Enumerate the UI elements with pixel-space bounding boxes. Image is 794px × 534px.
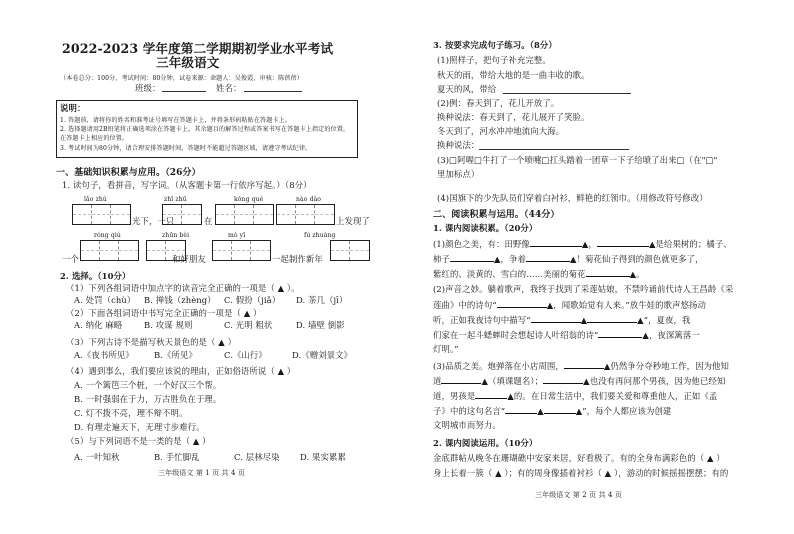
pinyin-5: róng qiú <box>94 232 121 239</box>
page-footer-2: 三年级语文 第 2 页 共 4 页 <box>535 491 622 499</box>
q3-item-3: (3)□阿喔□牛打了一个喷嚏□扛头踏着一团草一下子给喷了出来□（在"□" <box>437 155 718 165</box>
choice-2: （2）下面各组词语中书写完全正确的一项是（ ▲ ） <box>66 308 262 318</box>
r3-line-4: 子》中的这句名言“ ▲ ▲”，每个人都应该为创建 <box>433 406 672 416</box>
choice-3-c[interactable]: C.《山行》 <box>224 350 267 360</box>
char-grid-1[interactable] <box>72 204 131 225</box>
r1-line-1: (1)颜色之美，有：田野像 ▲， ▲是给果树的；橘子、 <box>433 239 732 249</box>
instruction-1: 1. 答题前，请将你的姓名和准考证号填写在答题卡上，并将条形码粘贴在答题卡上。 <box>60 117 292 124</box>
choice-2-d[interactable]: D. 墙壁 倒影 <box>296 320 345 330</box>
q3-item-3-cont: 里加标点） <box>437 169 480 179</box>
r3-line-2: 道 ▲（填课题名）； ▲也没有再问那个男孩，因为他已经知 <box>433 376 726 386</box>
q3-example: 秋天的雨，带给大地的是一曲丰收的歌。 <box>437 70 590 80</box>
pinyin-6: zhūn bèi <box>162 232 190 239</box>
pinyin-2: zhī zhū <box>164 196 187 203</box>
choice-2-c[interactable]: C. 光明 粗状 <box>224 320 273 330</box>
class-field[interactable] <box>162 91 206 92</box>
pinyin-3: kǒng qué <box>234 196 264 203</box>
r2-line-5: 灯明。” <box>433 344 459 354</box>
exam-page-2 <box>397 0 794 534</box>
choice-1: （1）下列各组词语中加点字的读音完全正确的一项是（ ▲ ）。 <box>66 283 300 293</box>
page-footer-1: 三年级语文 第 1 页 共 4 页 <box>158 469 245 477</box>
exam-meta: （本卷总分：100分，考试时间：80分钟，试卷来源：命题人：吴俊霞，审核：陈蓓蓓） <box>60 75 303 82</box>
choice-4-a[interactable]: A. 一个篱笆三个桩，一个好汉三个帮。 <box>74 380 222 390</box>
q3-winter: 冬天到了，河水冲冲地流向大海。 <box>437 126 565 136</box>
passage-line-2: 身上长着一簇（ ▲ ）；有的周身像插着衬衫（ ▲ ），游动的时候摇摇摆摆；有的 <box>433 468 729 478</box>
choice-4-d[interactable]: D. 有理走遍天下，无理寸步难行。 <box>74 422 205 432</box>
row2-text-1: 和好朋友 <box>172 254 206 264</box>
choice-5-b[interactable]: B. 手忙脚乱 <box>154 452 200 462</box>
instructions-box <box>56 100 358 158</box>
exam-title: 2022-2023 学年度第二学期期初学业水平考试 <box>62 41 334 56</box>
section-2-heading: 二、阅读积累与运用。（44分） <box>433 210 560 220</box>
choice-4-c[interactable]: C. 灯不拨不亮，理不辩不明。 <box>74 408 188 418</box>
choice-4-b[interactable]: B. 一时强弱在于力，万古胜负在于理。 <box>74 394 222 404</box>
r1-line-3: 紫红的、淡黄的、雪白的……美丽的菊花 ▲。 <box>433 269 645 279</box>
instructions-title: 说明： <box>60 103 86 113</box>
choice-5-a[interactable]: A. 一叶知秋 <box>74 452 120 462</box>
choice-5-c[interactable]: C. 层林尽染 <box>234 452 280 462</box>
class-label: 班级： <box>135 83 161 93</box>
r2-line-4: 们家在一起斗蟋蟀时会想起诗人叶绍翁的诗“ ▲，夜深篱落一 <box>433 330 700 340</box>
q3-prompt: 3. 按要求完成句子练习。（8分） <box>433 40 557 50</box>
choice-2-a[interactable]: A. 纳化 麻略 <box>74 320 123 330</box>
r1-line-2: 柿子 ▲，争着 ▲！菊花仙子得到的颜色就更多了， <box>433 254 704 264</box>
q3-item-4: (4)国旗下的少先队员们穿着白衬衫，鲜艳的红领巾。（用修改符号修改） <box>437 193 708 203</box>
choice-1-d[interactable]: D. 茶几（jī） <box>296 295 348 305</box>
r3-line-5: 文明城市而努力。 <box>433 420 501 430</box>
choice-1-b[interactable]: B. 掸钱（zhèng） <box>144 295 216 305</box>
r3-line-1: (3)品质之美。炮弹落在小店周围， ▲仍然争分夺秒地工作，因为他知 <box>433 361 730 371</box>
choice-1-a[interactable]: A. 处罚（chù） <box>74 295 136 305</box>
pinyin-4: nào dào <box>296 196 322 203</box>
pinyin-8: fú zhuàng <box>304 232 336 239</box>
char-grid-5[interactable] <box>80 240 139 261</box>
q3-item-2: (2)例：春天到了，花儿开放了。 <box>437 98 560 108</box>
char-grid-4[interactable] <box>276 204 335 225</box>
reading-q2: 2. 课内阅读运用。（10分） <box>433 438 538 448</box>
choice-4: （4）遇到事么，我们要应该说的理由，正如俗语所说（ ▲ ） <box>66 366 296 376</box>
r2-line-3: 听，正如我夜诗句中描写“ ▲ ▲”，夏夜，我 <box>433 315 691 325</box>
q1-prompt: 1. 读句子，看拼音，写字词。（从客题卡第一行依序写起。）（8分） <box>62 180 312 190</box>
pinyin-7: mò yī <box>228 232 246 239</box>
r2-line-2: 莲曲》中的诗句“ ▲，闻歌始觉有人来。”放牛娃的歌声悠扬动 <box>433 300 707 310</box>
choice-3-b[interactable]: B.《所见》 <box>154 350 197 360</box>
instruction-3: 3. 考试时间为80分钟，请合理安排答题时间，答题时不能超过答题区域，请遵守考试纪律。 <box>60 145 312 152</box>
row1-text-3: 上发现了 <box>336 216 370 226</box>
reading-q1: 1. 课内阅读积累。（20分） <box>433 223 538 233</box>
q3-item-1: (1)照样子，把句子补充完整。 <box>437 55 551 65</box>
q3-rewrite-label: 换种说法： <box>437 140 480 150</box>
passage-line-1: 金底群帖从晚冬在珊瑚礁中安家来居，好看极了。有的全身布满彩色的（ ▲ ） <box>433 453 725 463</box>
choice-3: （3）下列古诗不是描写秋天景色的是（ ▲ ） <box>66 337 237 347</box>
section-1-heading: 一、基础知识积累与应用。（26分） <box>56 168 201 178</box>
name-field[interactable] <box>244 91 302 92</box>
instruction-2-cont: 在答题卡上相应的位置。 <box>60 135 129 142</box>
choice-3-d[interactable]: D.《赠刘景文》 <box>292 350 353 360</box>
char-grid-2[interactable] <box>162 204 202 225</box>
char-grid-3[interactable] <box>215 204 274 225</box>
answer-marker: ▲ <box>581 239 589 249</box>
q2-prompt: 2. 选择。（10分） <box>60 271 131 281</box>
row1-text-1: 光下，一只 <box>132 216 175 226</box>
instruction-2: 2. 选择题请用2B铅笔将正确选项涂在答题卡上，其余题目的解答过程或答案书写在答题卡上指定的位置。 <box>60 126 350 133</box>
r2-line-1: (2)声音之妙。躺着歌声，我终于找到了采莲姑娘，不禁吟诵前代诗人王昌龄《采 <box>433 284 734 294</box>
name-label: 姓名： <box>216 83 242 93</box>
choice-3-a[interactable]: A.《夜书所见》 <box>74 350 134 360</box>
row2-text-2: 一起制作新年 <box>272 254 323 264</box>
exam-subtitle: 三年级语文 <box>156 55 220 70</box>
choice-2-b[interactable]: B. 攻谋 规则 <box>144 320 193 330</box>
q3-rewrite-example: 换种说法：春天到了，花儿展开了笑脸。 <box>437 112 590 122</box>
q3-prompt-summer: 夏天的风，带给 <box>437 84 497 94</box>
pinyin-1: lǎo zhǔ <box>84 196 107 203</box>
char-grid-7[interactable] <box>212 240 271 261</box>
row2-lead: 一个 <box>62 254 79 264</box>
choice-5-d[interactable]: D. 果实累累 <box>300 452 346 462</box>
choice-5: （5）与下列词语不是一类的是（ ▲ ） <box>66 436 211 446</box>
r3-line-3: 道，男孩是 ▲的。在日常生活中，我们要关爱和尊重他人，正如《孟 <box>433 391 718 401</box>
answer-line-rewrite[interactable] <box>479 149 629 150</box>
answer-line-summer[interactable] <box>503 93 631 94</box>
choice-1-c[interactable]: C. 假扮（jiǎ） <box>224 295 281 305</box>
row1-text-2: 在 <box>204 216 213 226</box>
char-grid-8[interactable] <box>330 240 370 261</box>
